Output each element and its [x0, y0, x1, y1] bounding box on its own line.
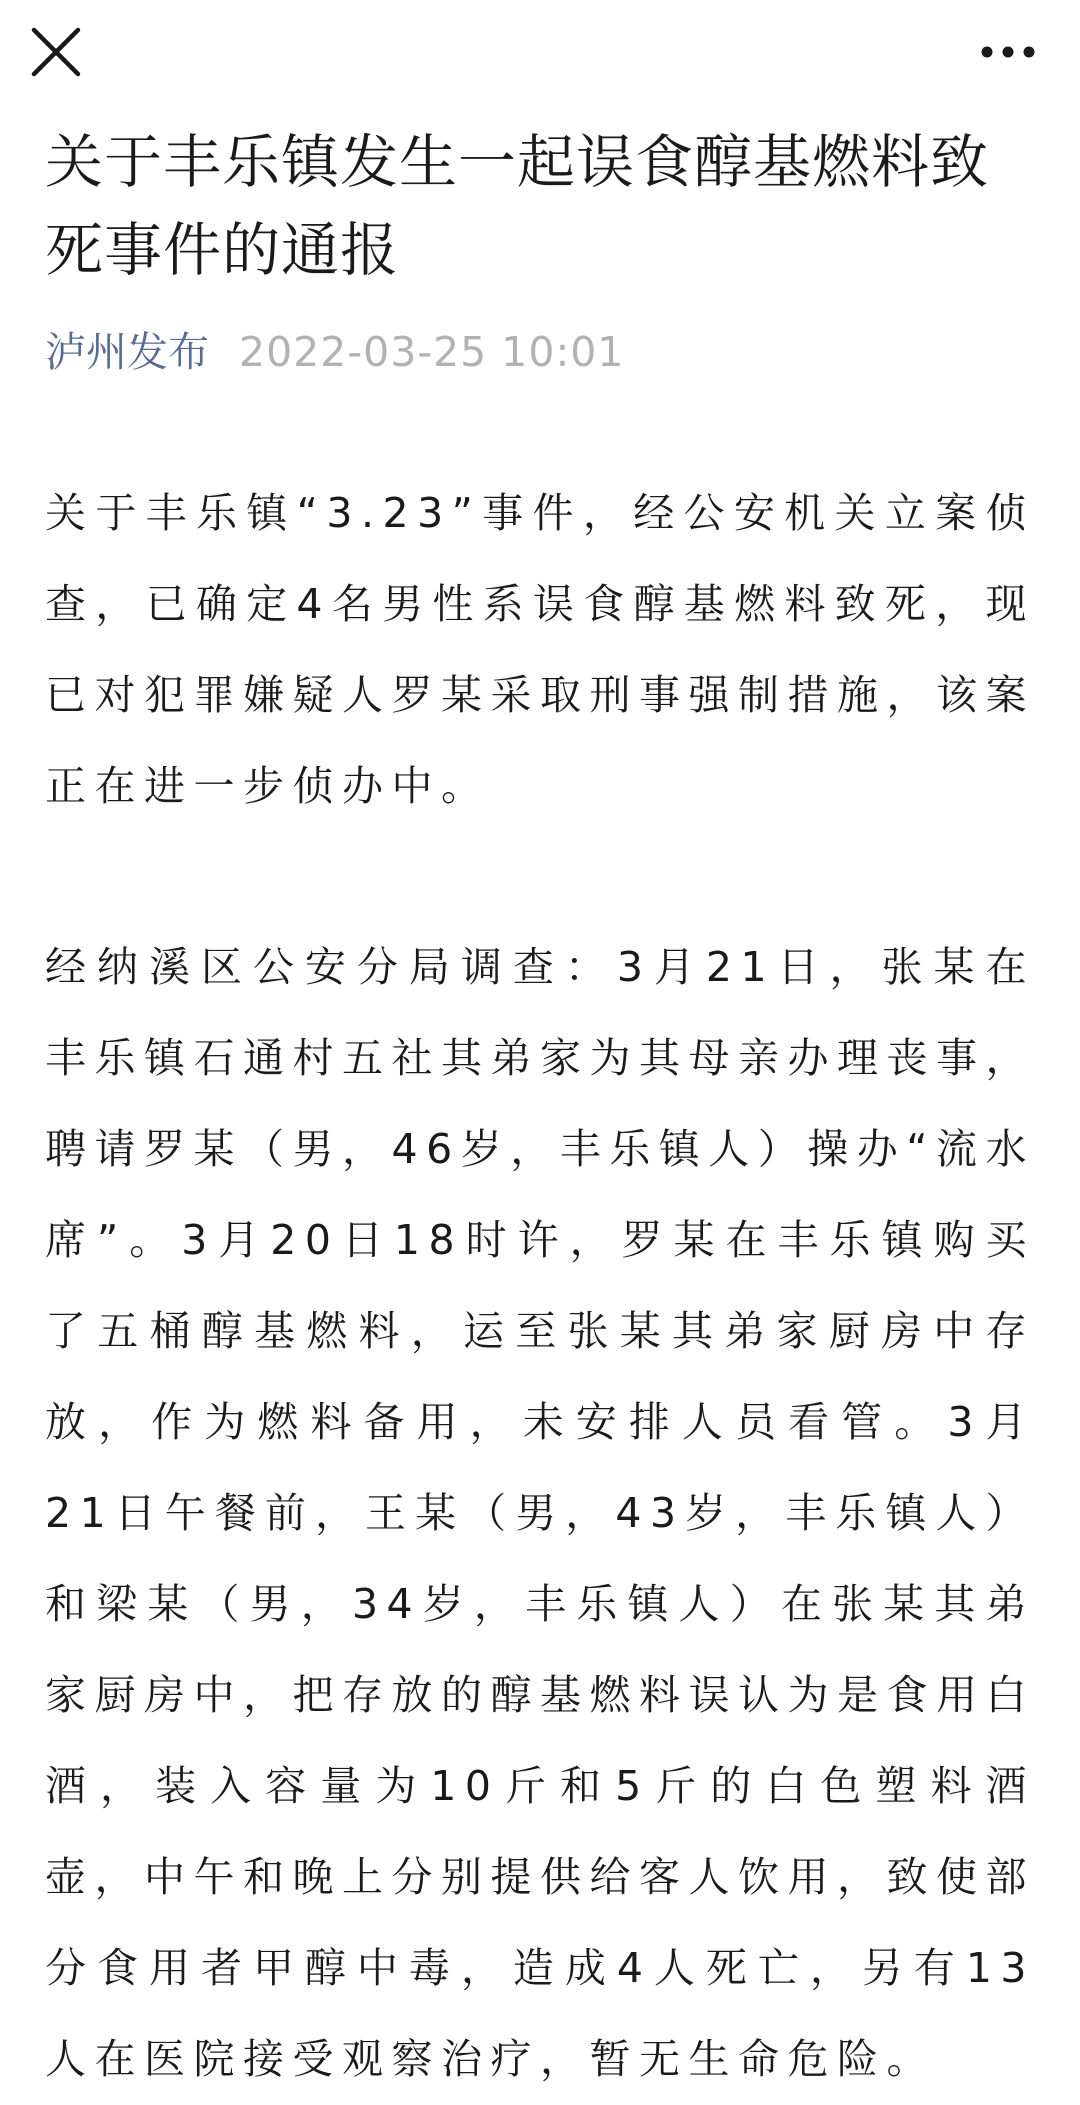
more-options-button[interactable]	[978, 28, 1038, 76]
publish-time: 2022-03-25 10:01	[239, 328, 625, 376]
article-paragraph: 关于丰乐镇“3.23”事件，经公安机关立案侦查，已确定4名男性系误食醇基燃料致死，现已对犯罪嫌疑人罗某采取刑事强制措施，该案正在进一步侦办中。	[45, 489, 1035, 810]
article-title: 关于丰乐镇发生一起误食醇基燃料致死事件的通报	[45, 128, 990, 284]
more-dots-icon	[978, 28, 1038, 76]
article-body	[45, 468, 1035, 2105]
article-paragraph: 经纳溪区公安分局调查：3月21日，张某在丰乐镇石通村五社其弟家为其母亲办理丧事，聘请罗某（男，46岁，丰乐镇人）操办“流水席”。3月20日18时许，罗某在丰乐镇购买了五桶醇基燃料，运至张某其弟家厨房中存放，作为燃料备用，未安排人员看管。3月21日午餐前，王某（男，43岁，丰乐镇人）和梁某（男，34岁，丰乐镇人）在张某其弟家厨房中，把存放的醇基燃料误认为是食用白酒，装入容量为10斤和5斤的白色塑料酒壶，中午和晚上分别提供给客人饮用，致使部分食用者甲醇中毒，造成4人死亡，另有13人在医院接受观察治疗，暂无生命危险。	[45, 943, 1035, 2083]
source-account-link[interactable]: 泸州发布	[45, 328, 209, 376]
top-bar	[0, 0, 1080, 110]
close-button[interactable]	[30, 26, 82, 78]
article-meta	[45, 322, 624, 382]
close-x-icon	[30, 26, 82, 78]
